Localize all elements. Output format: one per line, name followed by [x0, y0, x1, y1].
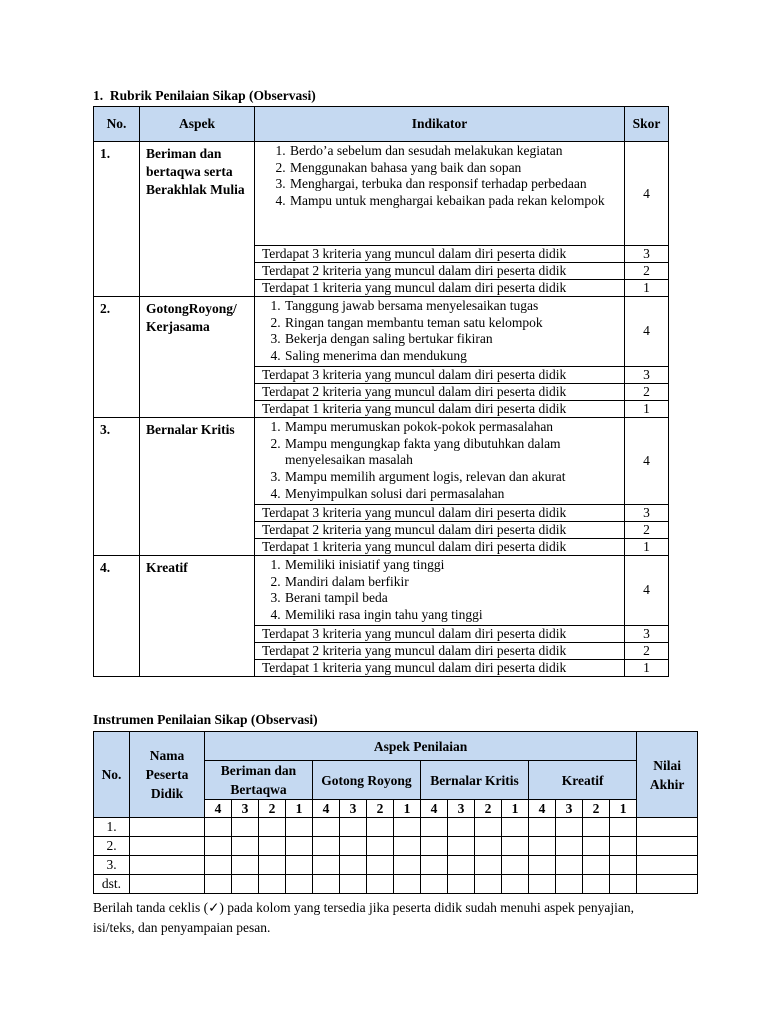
rubric-aspect-row	[94, 297, 669, 367]
row-number: 2.	[94, 837, 130, 856]
indicator-item: 3. Berani tampil beda	[284, 590, 620, 607]
score-cell[interactable]	[394, 856, 421, 875]
score-header: 2	[367, 800, 394, 818]
score-header: 4	[313, 800, 340, 818]
rubric-table	[93, 106, 669, 677]
criteria-score: 3	[625, 625, 669, 642]
score-cell[interactable]	[232, 837, 259, 856]
aspect-group-header: Kreatif	[529, 761, 637, 800]
score-cell[interactable]	[448, 818, 475, 837]
score-cell[interactable]	[448, 875, 475, 894]
aspect-number: 4.	[94, 555, 140, 676]
indicator-item: 1. Berdo’a sebelum dan sesudah melakukan kegiatan	[289, 143, 620, 160]
section-1-heading	[93, 88, 316, 104]
criteria-text: Terdapat 2 kriteria yang muncul dalam diri peserta didik	[255, 383, 625, 400]
top-score: 4	[625, 417, 669, 504]
instrument-row	[94, 837, 698, 856]
score-cell[interactable]	[610, 856, 637, 875]
score-cell[interactable]	[367, 856, 394, 875]
score-cell[interactable]	[475, 856, 502, 875]
score-cell[interactable]	[610, 837, 637, 856]
indicator-item: 4. Saling menerima dan mendukung	[284, 348, 620, 365]
score-cell[interactable]	[502, 875, 529, 894]
indicator-item: 1. Mampu merumuskan pokok-pokok permasalahan	[284, 419, 620, 436]
score-cell[interactable]	[583, 818, 610, 837]
criteria-score: 2	[625, 383, 669, 400]
score-cell[interactable]	[259, 875, 286, 894]
note-text-after: ) pada kolom yang tersedia jika peserta didik sudah menuhi aspek penyajian, isi/teks, dan penyampaian pesan.	[93, 900, 635, 935]
criteria-text: Terdapat 3 kriteria yang muncul dalam diri peserta didik	[255, 366, 625, 383]
score-cell[interactable]	[421, 875, 448, 894]
score-cell[interactable]	[340, 856, 367, 875]
indicator-list	[262, 298, 620, 365]
indicator-item: 3. Bekerja dengan saling bertukar fikiran	[284, 331, 620, 348]
score-header: 4	[205, 800, 232, 818]
score-cell[interactable]	[475, 837, 502, 856]
score-header: 4	[421, 800, 448, 818]
criteria-score: 2	[625, 642, 669, 659]
score-cell[interactable]	[340, 837, 367, 856]
indicator-item: 2. Menggunakan bahasa yang baik dan sopan	[289, 160, 620, 177]
criteria-text: Terdapat 2 kriteria yang muncul dalam diri peserta didik	[255, 521, 625, 538]
score-cell[interactable]	[313, 837, 340, 856]
criteria-score: 1	[625, 538, 669, 555]
criteria-text: Terdapat 3 kriteria yang muncul dalam diri peserta didik	[255, 246, 625, 263]
score-cell[interactable]	[340, 818, 367, 837]
indicator-item: 4. Menyimpulkan solusi dari permasalahan	[284, 486, 620, 503]
rubric-header-row	[94, 107, 669, 142]
aspect-group-header: Beriman dan Bertaqwa	[205, 761, 313, 800]
score-cell[interactable]	[394, 875, 421, 894]
score-cell[interactable]	[130, 818, 205, 837]
score-header: 2	[583, 800, 610, 818]
score-cell[interactable]	[259, 818, 286, 837]
score-header: 3	[556, 800, 583, 818]
aspect-name: Beriman dan bertaqwa serta Berakhlak Mulia	[140, 142, 255, 297]
score-cell[interactable]	[421, 837, 448, 856]
aspect-number: 1.	[94, 142, 140, 297]
score-cell[interactable]	[205, 856, 232, 875]
rubric-aspect-row	[94, 417, 669, 504]
section-1-number: 1.	[93, 88, 104, 103]
score-cell[interactable]	[475, 818, 502, 837]
instrument-row	[94, 818, 698, 837]
score-cell[interactable]	[637, 875, 698, 894]
score-cell[interactable]	[205, 818, 232, 837]
aspect-name: Kreatif	[140, 555, 255, 676]
score-cell[interactable]	[130, 837, 205, 856]
header-no: No.	[94, 107, 140, 142]
aspect-name: Bernalar Kritis	[140, 417, 255, 555]
score-cell[interactable]	[286, 856, 313, 875]
score-cell[interactable]	[556, 837, 583, 856]
score-header: 3	[340, 800, 367, 818]
instrument-row	[94, 856, 698, 875]
top-score: 4	[625, 142, 669, 246]
criteria-text: Terdapat 1 kriteria yang muncul dalam diri peserta didik	[255, 400, 625, 417]
indicator-cell	[255, 297, 625, 367]
score-header: 4	[529, 800, 556, 818]
score-cell[interactable]	[529, 875, 556, 894]
score-cell[interactable]	[637, 856, 698, 875]
instrument-header-row-1	[94, 732, 698, 761]
header-aspek: Aspek	[140, 107, 255, 142]
score-header: 1	[502, 800, 529, 818]
instrument-table	[93, 731, 698, 894]
criteria-score: 2	[625, 521, 669, 538]
aspect-group-header: Gotong Royong	[313, 761, 421, 800]
score-cell[interactable]	[502, 856, 529, 875]
aspect-number: 2.	[94, 297, 140, 418]
score-cell[interactable]	[529, 818, 556, 837]
instrument-row	[94, 875, 698, 894]
note-text-before: Berilah tanda ceklis (	[93, 900, 209, 915]
indicator-item: 3. Menghargai, terbuka dan responsif terhadap perbedaan	[289, 176, 620, 193]
indicator-item: 3. Mampu memilih argument logis, relevan dan akurat	[284, 469, 620, 486]
score-header: 1	[286, 800, 313, 818]
score-header: 3	[232, 800, 259, 818]
criteria-score: 1	[625, 400, 669, 417]
criteria-score: 1	[625, 280, 669, 297]
score-cell[interactable]	[583, 837, 610, 856]
aspect-number: 3.	[94, 417, 140, 555]
score-header: 1	[610, 800, 637, 818]
score-header: 3	[448, 800, 475, 818]
score-cell[interactable]	[583, 856, 610, 875]
row-number: 1.	[94, 818, 130, 837]
score-cell[interactable]	[205, 837, 232, 856]
score-cell[interactable]	[448, 837, 475, 856]
score-cell[interactable]	[610, 875, 637, 894]
rubric-aspect-row	[94, 555, 669, 625]
criteria-text: Terdapat 3 kriteria yang muncul dalam diri peserta didik	[255, 504, 625, 521]
instrument-header-nama: Nama Peserta Didik	[130, 732, 205, 818]
check-mark-icon: ✓	[208, 900, 220, 915]
criteria-text: Terdapat 1 kriteria yang muncul dalam diri peserta didik	[255, 280, 625, 297]
rubric-body	[94, 142, 669, 677]
indicator-cell	[255, 142, 625, 246]
indicator-item: 2. Mampu mengungkap fakta yang dibutuhkan dalam menyelesaikan masalah	[284, 436, 620, 469]
score-cell[interactable]	[556, 818, 583, 837]
score-cell[interactable]	[259, 837, 286, 856]
criteria-score: 2	[625, 263, 669, 280]
indicator-item: 4. Mampu untuk menghargai kebaikan pada rekan kelompok	[289, 193, 620, 210]
criteria-text: Terdapat 2 kriteria yang muncul dalam diri peserta didik	[255, 263, 625, 280]
criteria-score: 1	[625, 659, 669, 676]
score-cell[interactable]	[556, 856, 583, 875]
indicator-cell	[255, 417, 625, 504]
indicator-item: 2. Mandiri dalam berfikir	[284, 574, 620, 591]
score-cell[interactable]	[205, 875, 232, 894]
score-cell[interactable]	[130, 875, 205, 894]
score-header: 1	[394, 800, 421, 818]
score-cell[interactable]	[286, 875, 313, 894]
criteria-score: 3	[625, 504, 669, 521]
section-1-title: Rubrik Penilaian Sikap (Observasi)	[109, 88, 316, 103]
score-cell[interactable]	[637, 837, 698, 856]
indicator-item: 4. Memiliki rasa ingin tahu yang tinggi	[284, 607, 620, 624]
score-cell[interactable]	[421, 856, 448, 875]
score-cell[interactable]	[313, 875, 340, 894]
score-cell[interactable]	[313, 856, 340, 875]
score-cell[interactable]	[637, 818, 698, 837]
score-cell[interactable]	[502, 818, 529, 837]
indicator-item: 1. Tanggung jawab bersama menyelesaikan tugas	[284, 298, 620, 315]
score-cell[interactable]	[232, 875, 259, 894]
score-header: 2	[259, 800, 286, 818]
criteria-score: 3	[625, 366, 669, 383]
indicator-list	[262, 557, 620, 624]
top-score: 4	[625, 555, 669, 625]
header-indikator: Indikator	[255, 107, 625, 142]
indicator-item: 1. Memiliki inisiatif yang tinggi	[284, 557, 620, 574]
aspect-name: GotongRoyong/ Kerjasama	[140, 297, 255, 418]
score-cell[interactable]	[610, 818, 637, 837]
score-cell[interactable]	[529, 837, 556, 856]
instruction-note	[93, 898, 663, 937]
score-cell[interactable]	[502, 837, 529, 856]
indicator-list	[262, 419, 620, 503]
top-score: 4	[625, 297, 669, 367]
header-skor: Skor	[625, 107, 669, 142]
instrument-header-no: No.	[94, 732, 130, 818]
score-cell[interactable]	[421, 818, 448, 837]
score-cell[interactable]	[394, 837, 421, 856]
section-2-heading: Instrumen Penilaian Sikap (Observasi)	[93, 712, 318, 727]
score-cell[interactable]	[286, 818, 313, 837]
score-cell[interactable]	[286, 837, 313, 856]
score-cell[interactable]	[556, 875, 583, 894]
score-cell[interactable]	[340, 875, 367, 894]
instrument-header-aspek-penilaian: Aspek Penilaian	[205, 732, 637, 761]
indicator-list	[262, 143, 620, 210]
criteria-text: Terdapat 2 kriteria yang muncul dalam diri peserta didik	[255, 642, 625, 659]
indicator-item: 2. Ringan tangan membantu teman satu kelompok	[284, 315, 620, 332]
row-number: 3.	[94, 856, 130, 875]
aspect-group-header: Bernalar Kritis	[421, 761, 529, 800]
indicator-cell	[255, 555, 625, 625]
score-cell[interactable]	[313, 818, 340, 837]
score-cell[interactable]	[529, 856, 556, 875]
score-cell[interactable]	[475, 875, 502, 894]
criteria-score: 3	[625, 246, 669, 263]
score-cell[interactable]	[367, 818, 394, 837]
score-cell[interactable]	[232, 856, 259, 875]
rubric-aspect-row	[94, 142, 669, 246]
score-cell[interactable]	[367, 837, 394, 856]
score-cell[interactable]	[232, 818, 259, 837]
score-cell[interactable]	[583, 875, 610, 894]
row-number: dst.	[94, 875, 130, 894]
criteria-text: Terdapat 1 kriteria yang muncul dalam diri peserta didik	[255, 538, 625, 555]
score-cell[interactable]	[259, 856, 286, 875]
score-cell[interactable]	[394, 818, 421, 837]
score-cell[interactable]	[367, 875, 394, 894]
score-header: 2	[475, 800, 502, 818]
instrument-header-nilai-akhir: Nilai Akhir	[637, 732, 698, 818]
criteria-text: Terdapat 1 kriteria yang muncul dalam diri peserta didik	[255, 659, 625, 676]
criteria-text: Terdapat 3 kriteria yang muncul dalam diri peserta didik	[255, 625, 625, 642]
score-cell[interactable]	[130, 856, 205, 875]
score-cell[interactable]	[448, 856, 475, 875]
